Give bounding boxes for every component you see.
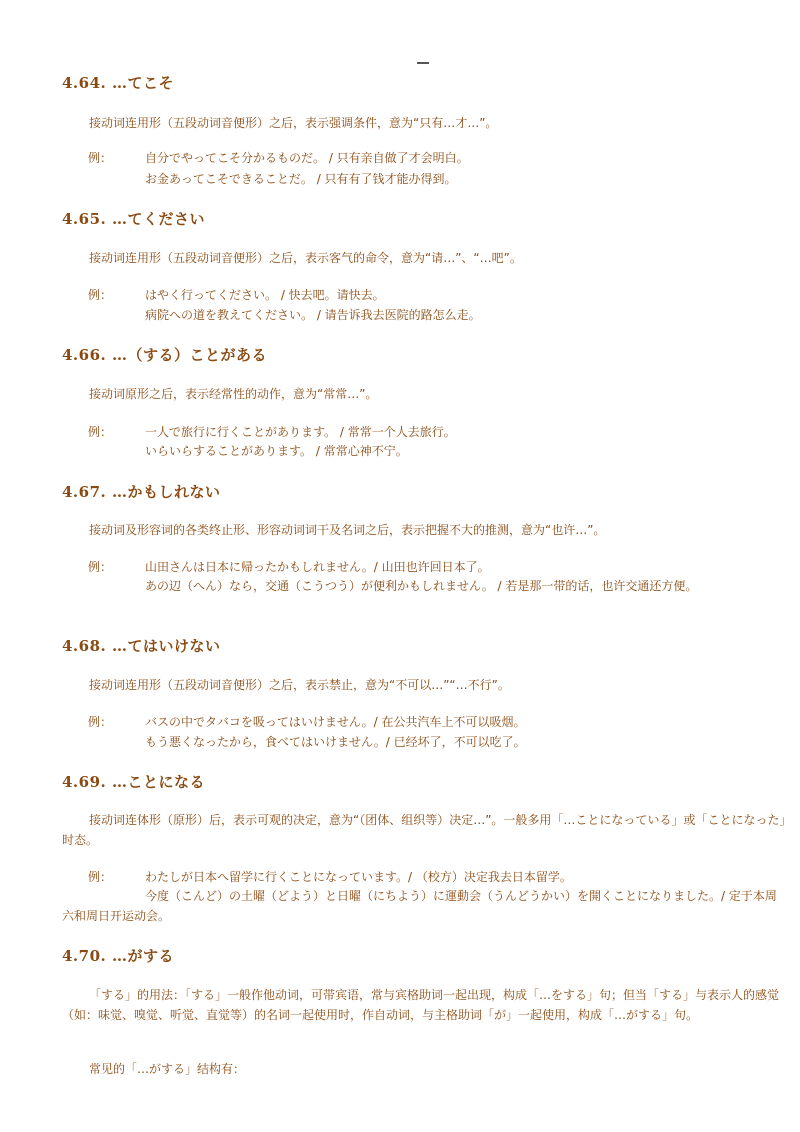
example-line: はやく行ってください。 / 快去吧。请快去。 [145, 288, 385, 302]
example-wrapped [62, 886, 788, 926]
example-line: バスの中でタバコを吸ってはいけません。/ 在公共汽车上不可以吸烟。 [145, 715, 526, 729]
section-desc2-4-70: 常见的「…がする」结构有： [89, 1062, 246, 1076]
section-title-4-65: 4.65. …てください [62, 210, 205, 228]
section-title-4-69: 4.69. …ことになる [62, 773, 205, 791]
section-desc-4-65: 接动词连用形（五段动词音便形）之后，表示客气的命令，意为“请…”、“…吧”。 [89, 251, 522, 265]
example-line: わたしが日本へ留学に行くことになっています。/ （校方）决定我去日本留学。 [145, 870, 572, 884]
example-line: 一人で旅行に行くことがあります。 / 常常一个人去旅行。 [145, 425, 456, 439]
example-label: 例： [88, 560, 113, 574]
example-line: お金あってこそできることだ。 / 只有有了钱才能办得到。 [145, 172, 457, 186]
example-label: 例： [88, 870, 113, 884]
section-title-4-66: 4.66. …（する）ことがある [62, 346, 267, 364]
example-label: 例： [88, 151, 113, 165]
section-desc-4-64: 接动词连用形（五段动词音便形）之后，表示强调条件，意为“只有…才…”。 [89, 116, 498, 130]
section-desc-4-70: 「する」的用法：「する」一般作他动词，可带宾语，常与宾格助词一起出现，构成「…をする」句；但当「する」与表示人的感觉（如：味觉、嗅觉、听觉、直觉等）的名词一起使用时，作自动词，与主格助词「が」一起使用，构成「…がする」句。 [62, 988, 780, 1022]
section-desc-4-66: 接动词原形之后，表示经常性的动作，意为“常常…”。 [89, 387, 378, 401]
example-label: 例： [88, 715, 113, 729]
section-desc-4-69: 接动词连体形（原形）后，表示可观的决定，意为“（团体、组织等）决定…”。一般多用「…ことになっている」或「ことになった」时态。 [62, 813, 786, 847]
page-top-mark [417, 62, 429, 64]
example-wrapped-text: 今度（こんど）の土曜（どよう）と日曜（にちよう）に運動会（うんどうかい）を開くことになりました。/ 定于本周六和周日开运动会。 [62, 889, 777, 923]
section-desc-4-67: 接动词及形容词的各类终止形、形容动词词干及名词之后，表示把握不大的推测，意为“也许…”。 [89, 523, 606, 537]
example-line: 山田さんは日本に帰ったかもしれません。/ 山田也许回日本了。 [145, 560, 490, 574]
example-line: 病院への道を教えてください。 / 请告诉我去医院的路怎么走。 [145, 308, 481, 322]
example-line: もう悪くなったから，食べてはいけません。/ 已经坏了，不可以吃了。 [145, 735, 526, 749]
section-desc-4-68: 接动词连用形（五段动词音便形）之后，表示禁止，意为“不可以…”“…不行”。 [89, 678, 510, 692]
example-line: いらいらすることがあります。 / 常常心神不宁。 [145, 444, 408, 458]
section-title-4-68: 4.68. …てはいけない [62, 637, 221, 655]
section-title-4-67: 4.67. …かもしれない [62, 483, 221, 501]
example-wrapped-text: あの辺（へん）なら，交通（こうつう）が便利かもしれません。 / 若是那一带的话，也许交通还方便。 [145, 579, 698, 593]
example-label: 例： [88, 425, 113, 439]
example-wrapped [62, 576, 788, 596]
example-line: 自分でやってこそ分かるものだ。 / 只有亲自做了才会明白。 [145, 151, 469, 165]
section-title-4-70: 4.70. …がする [62, 947, 174, 965]
example-label: 例： [88, 288, 113, 302]
section-title-4-64: 4.64. …てこそ [62, 74, 174, 92]
